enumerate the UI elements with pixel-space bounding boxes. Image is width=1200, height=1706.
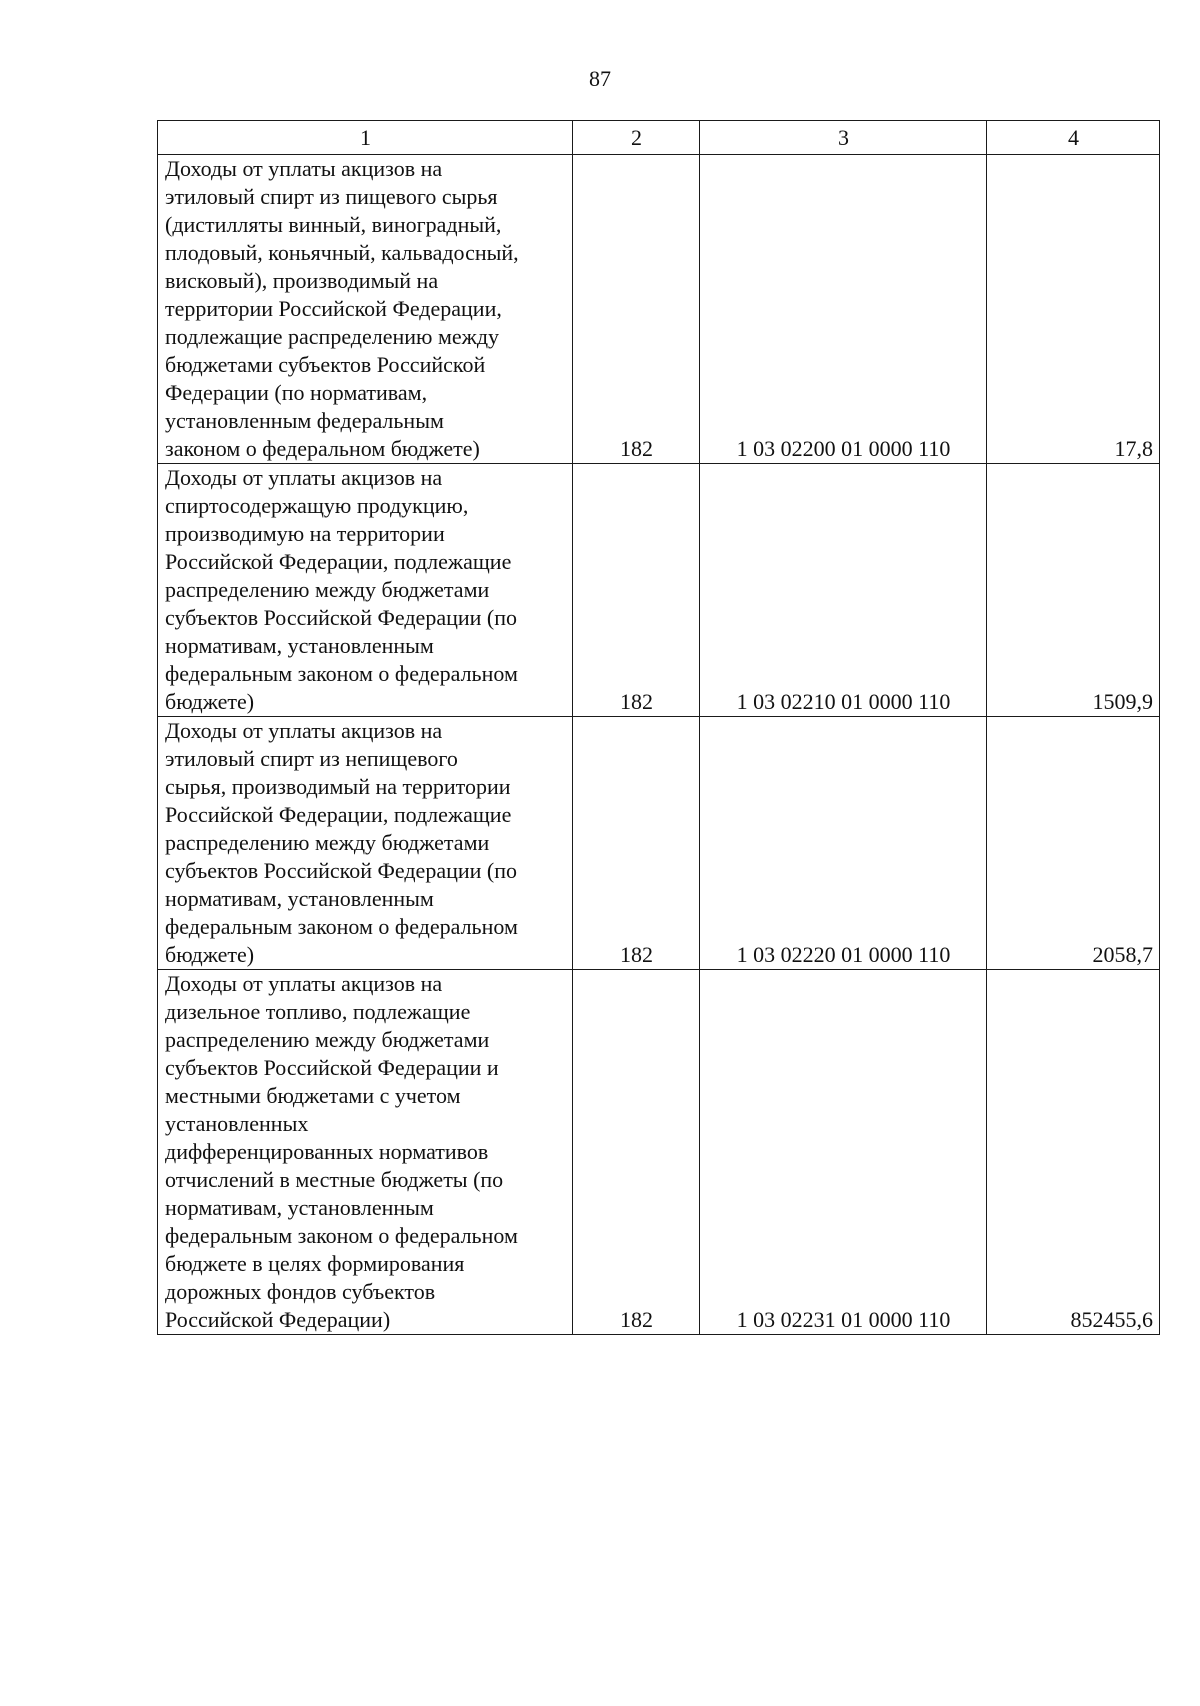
header-row bbox=[158, 121, 1160, 155]
row-amount: 2058,7 bbox=[987, 717, 1160, 970]
row-budget-code: 1 03 02210 01 0000 110 bbox=[700, 464, 987, 717]
table-body bbox=[158, 155, 1160, 1335]
row-admin-code: 182 bbox=[573, 464, 700, 717]
row-description: Доходы от уплаты акцизов на дизельное топливо, подлежащие распределению между бюджетами субъектов Российской Федерации и местными бюджетами с учетом установленных дифференцированных нормативов отчислений в местные бюджеты (по нормативам, установленным федеральным законом о федеральном бюджете в целях формирования дорожных фондов субъектов Российской Федерации) bbox=[158, 970, 573, 1335]
row-budget-code: 1 03 02231 01 0000 110 bbox=[700, 970, 987, 1335]
column-header-1: 1 bbox=[158, 121, 573, 155]
row-amount: 17,8 bbox=[987, 155, 1160, 464]
row-amount: 1509,9 bbox=[987, 464, 1160, 717]
row-budget-code: 1 03 02200 01 0000 110 bbox=[700, 155, 987, 464]
column-header-4: 4 bbox=[987, 121, 1160, 155]
table-row bbox=[158, 717, 1160, 970]
page-number: 87 bbox=[589, 66, 611, 91]
table-row bbox=[158, 155, 1160, 464]
column-header-2: 2 bbox=[573, 121, 700, 155]
row-description: Доходы от уплаты акцизов на спиртосодержащую продукцию, производимую на территории Российской Федерации, подлежащие распределению между бюджетами субъектов Российской Федерации (по нормативам, установленным федеральным законом о федеральном бюджете) bbox=[158, 464, 573, 717]
row-description: Доходы от уплаты акцизов на этиловый спирт из пищевого сырья (дистилляты винный, виноградный, плодовый, коньячный, кальвадосный, висковый), производимый на территории Российской Федерации, подлежащие распределению между бюджетами субъектов Российской Федерации (по нормативам, установленным федеральным законом о федеральном бюджете) bbox=[158, 155, 573, 464]
table-row bbox=[158, 464, 1160, 717]
revenue-table bbox=[157, 120, 1160, 1335]
row-admin-code: 182 bbox=[573, 717, 700, 970]
row-description: Доходы от уплаты акцизов на этиловый спирт из непищевого сырья, производимый на территории Российской Федерации, подлежащие распределению между бюджетами субъектов Российской Федерации (по нормативам, установленным федеральным законом о федеральном бюджете) bbox=[158, 717, 573, 970]
row-admin-code: 182 bbox=[573, 155, 700, 464]
column-header-3: 3 bbox=[700, 121, 987, 155]
row-amount: 852455,6 bbox=[987, 970, 1160, 1335]
row-admin-code: 182 bbox=[573, 970, 700, 1335]
table-row bbox=[158, 970, 1160, 1335]
table-header bbox=[158, 121, 1160, 155]
row-budget-code: 1 03 02220 01 0000 110 bbox=[700, 717, 987, 970]
